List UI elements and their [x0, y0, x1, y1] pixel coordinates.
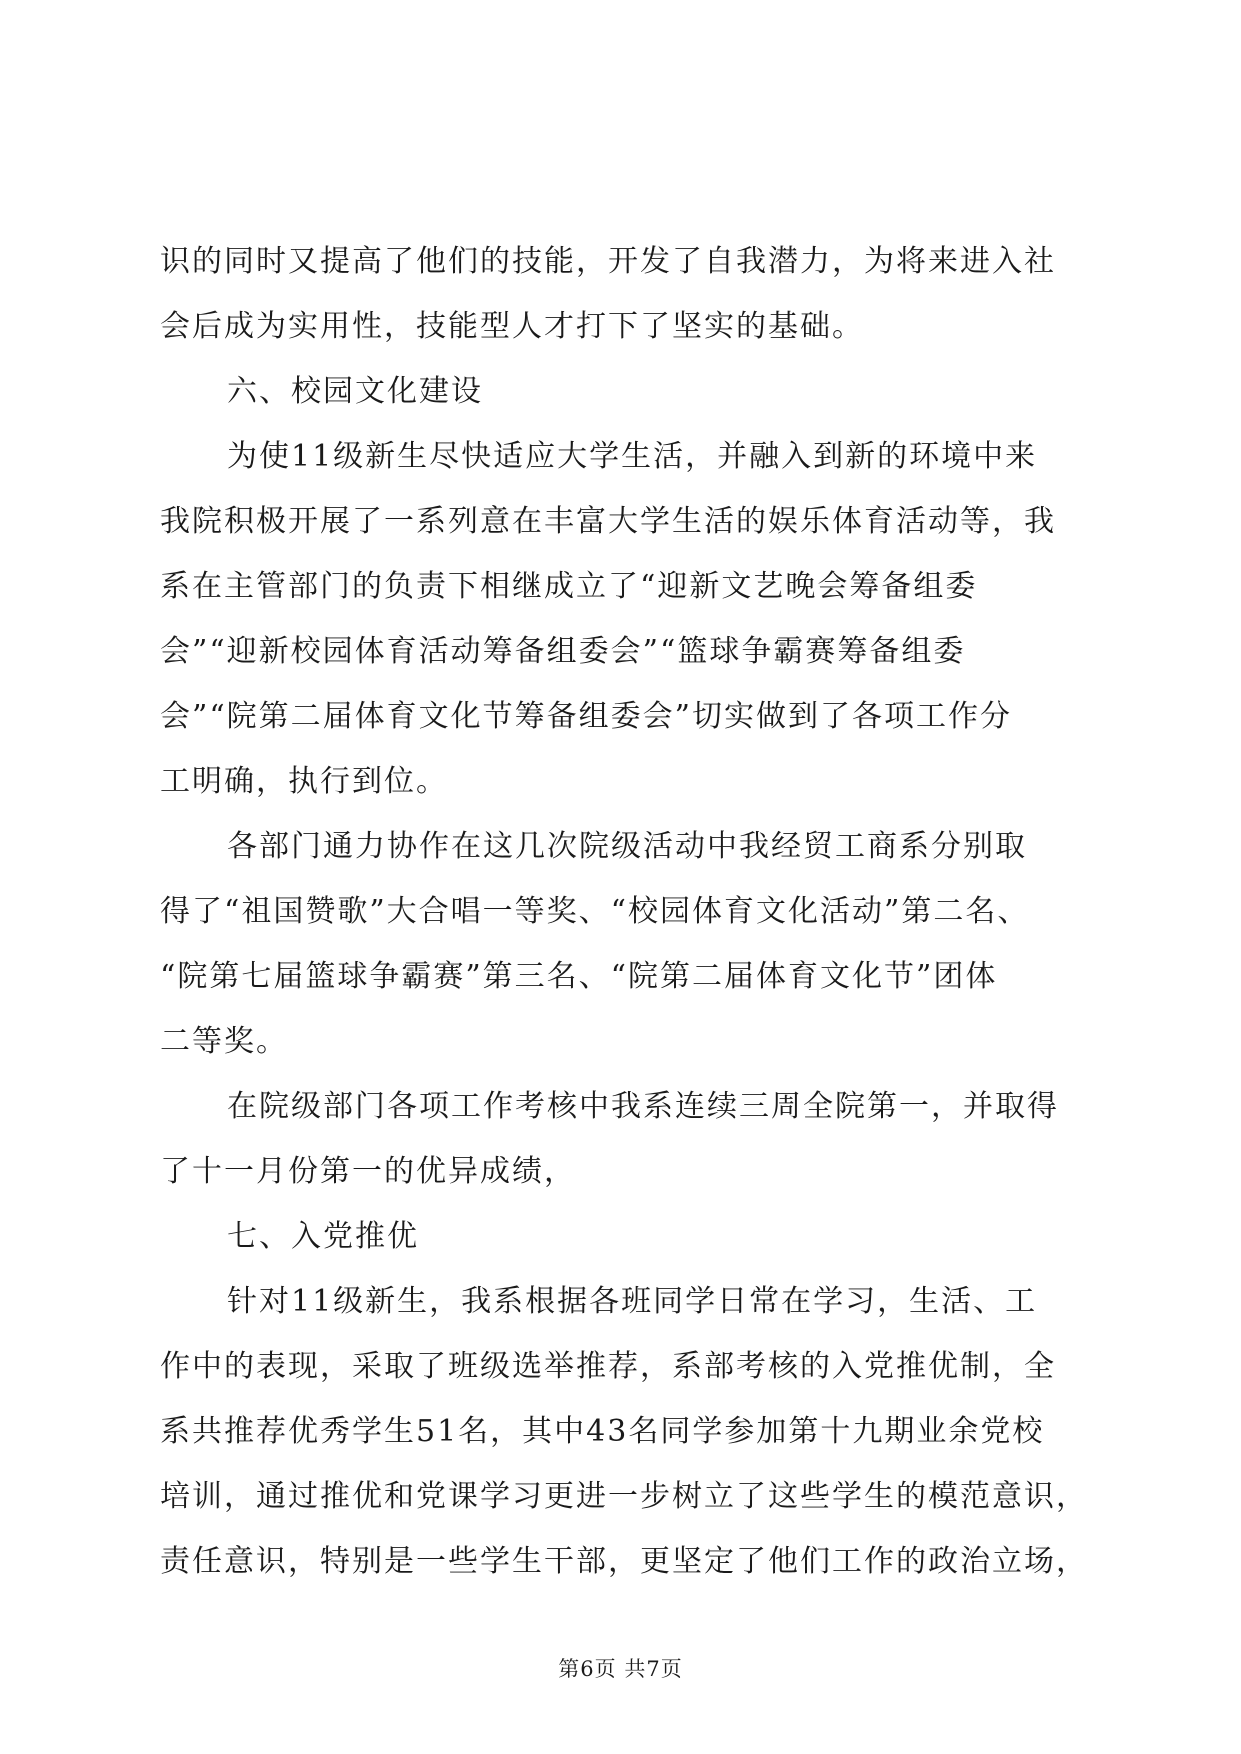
document-body	[160, 229, 1100, 1594]
page-number-footer: 第6页 共7页	[558, 1657, 683, 1681]
text-line: 我院积极开展了一系列意在丰富大学生活的娱乐体育活动等，我	[160, 504, 1056, 539]
text-line: 会”“院第二届体育文化节筹备组委会”切实做到了各项工作分	[160, 699, 1013, 734]
text-line: 培训，通过推优和党课学习更进一步树立了这些学生的模范意识，	[160, 1479, 1088, 1514]
text-line: 系共推荐优秀学生51名，其中43名同学参加第十九期业余党校	[160, 1414, 1045, 1449]
text-line: 作中的表现，采取了班级选举推荐，系部考核的入党推优制，全	[160, 1349, 1056, 1384]
text-line: 识的同时又提高了他们的技能，开发了自我潜力，为将来进入社	[160, 244, 1056, 279]
text-line: 各部门通力协作在这几次院级活动中我经贸工商系分别取	[227, 829, 1027, 864]
text-line: 了十一月份第一的优异成绩，	[160, 1154, 576, 1189]
text-line: “院第七届篮球争霸赛”第三名、“院第二届体育文化节”团体	[160, 959, 998, 994]
text-line: 会”“迎新校园体育活动筹备组委会”“篮球争霸赛筹备组委	[160, 634, 966, 669]
text-line: 系在主管部门的负责下相继成立了“迎新文艺晚会筹备组委	[160, 569, 978, 604]
text-line: 二等奖。	[160, 1024, 288, 1059]
text-line: 为使11级新生尽快适应大学生活，并融入到新的环境中来	[227, 439, 1038, 474]
section-heading: 六、校园文化建设	[227, 374, 483, 409]
text-line: 针对11级新生，我系根据各班同学日常在学习，生活、工	[227, 1284, 1038, 1319]
text-line: 工明确，执行到位。	[160, 764, 448, 799]
text-line: 在院级部门各项工作考核中我系连续三周全院第一，并取得	[227, 1089, 1059, 1124]
text-line: 会后成为实用性，技能型人才打下了坚实的基础。	[160, 309, 864, 344]
text-line: 责任意识，特别是一些学生干部，更坚定了他们工作的政治立场，	[160, 1544, 1088, 1579]
section-heading: 七、入党推优	[227, 1219, 419, 1254]
text-line: 得了“祖国赞歌”大合唱一等奖、“校园体育文化活动”第二名、	[160, 894, 1030, 929]
